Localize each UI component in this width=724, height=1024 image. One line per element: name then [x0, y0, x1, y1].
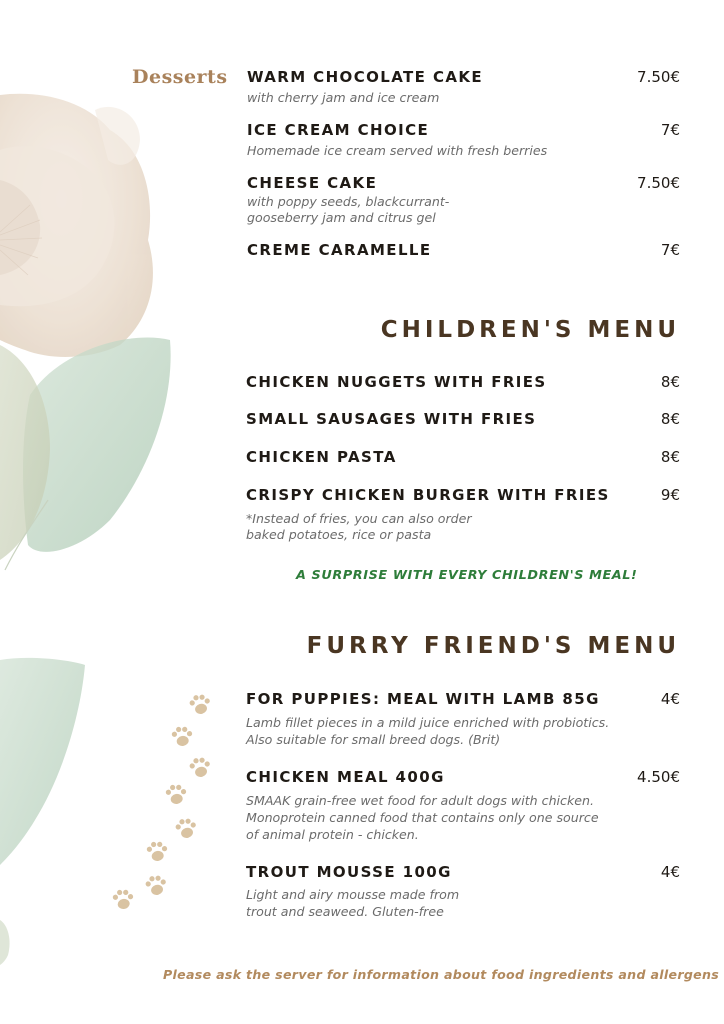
menu-item-price: 7€ [660, 241, 680, 259]
menu-item-description: Also suitable for small breed dogs. (Brit) [246, 732, 501, 747]
paw-print-icon [171, 725, 194, 748]
paw-print-icon [174, 816, 199, 840]
paw-print-icon [144, 873, 169, 897]
paw-print-icon [146, 840, 169, 863]
menu-item-price: 9€ [660, 486, 680, 504]
menu-item-price: 4€ [660, 690, 680, 708]
promo-text: A SURPRISE WITH EVERY CHILDREN'S MEAL! [296, 568, 638, 583]
menu-item-price: 4€ [660, 863, 680, 881]
menu-item-description: Monoprotein canned food that contains only one source [246, 810, 599, 825]
allergen-footer-note: Please ask the server for information about food ingredients and allergens [163, 967, 720, 982]
menu-item-name: CREME CARAMELLE [247, 241, 432, 259]
menu-item-description: with cherry jam and ice cream [247, 90, 440, 105]
menu-item-description: Light and airy mousse made from [246, 887, 460, 902]
menu-item-price: 7.50€ [637, 68, 680, 86]
menu-item-price: 7.50€ [637, 174, 680, 192]
menu-item-name: TROUT MOUSSE 100G [246, 863, 452, 881]
menu-item-name: WARM CHOCOLATE CAKE [247, 68, 484, 86]
menu-item-description: of animal protein - chicken. [246, 827, 419, 842]
menu-item-description: gooseberry jam and citrus gel [247, 210, 436, 225]
section-label-desserts: Desserts [132, 66, 228, 88]
menu-item-name: ICE CREAM CHOICE [247, 121, 430, 139]
menu-item-price: 8€ [660, 448, 680, 466]
menu-item-description: baked potatoes, rice or pasta [246, 527, 432, 542]
leaf-illustration [0, 337, 171, 965]
menu-item-description: Homemade ice cream served with fresh berries [247, 143, 548, 158]
menu-item-description: with poppy seeds, blackcurrant- [247, 194, 450, 209]
menu-item-description: trout and seaweed. Gluten-free [246, 904, 444, 919]
menu-item-name: SMALL SAUSAGES WITH FRIES [246, 410, 537, 428]
menu-item-price: 7€ [660, 121, 680, 139]
menu-item-name: CHICKEN PASTA [246, 448, 397, 466]
menu-item-price: 8€ [660, 410, 680, 428]
menu-item-description: Lamb fillet pieces in a mild juice enriched with probiotics. [246, 715, 610, 730]
menu-item-name: CHEESE CAKE [247, 174, 378, 192]
menu-item-name: FOR PUPPIES: MEAL WITH LAMB 85G [246, 690, 600, 708]
paw-print-icon [112, 888, 135, 911]
paw-print-icon [188, 755, 213, 779]
menu-item-description: *Instead of fries, you can also order [246, 511, 472, 526]
section-heading-children: CHILDREN'S MENU [380, 317, 680, 343]
flower-illustration [0, 94, 153, 357]
paw-print-trail [112, 692, 213, 911]
menu-item-price: 8€ [660, 373, 680, 391]
paw-print-icon [165, 783, 188, 806]
menu-item-description: SMAAK grain-free wet food for adult dogs with chicken. [246, 793, 594, 808]
section-heading-furry: FURRY FRIEND'S MENU [306, 633, 680, 659]
paw-print-icon [188, 692, 213, 716]
menu-item-name: CRISPY CHICKEN BURGER WITH FRIES [246, 486, 610, 504]
menu-item-name: CHICKEN MEAL 400G [246, 768, 445, 786]
menu-item-price: 4.50€ [637, 768, 680, 786]
menu-item-name: CHICKEN NUGGETS WITH FRIES [246, 373, 547, 391]
